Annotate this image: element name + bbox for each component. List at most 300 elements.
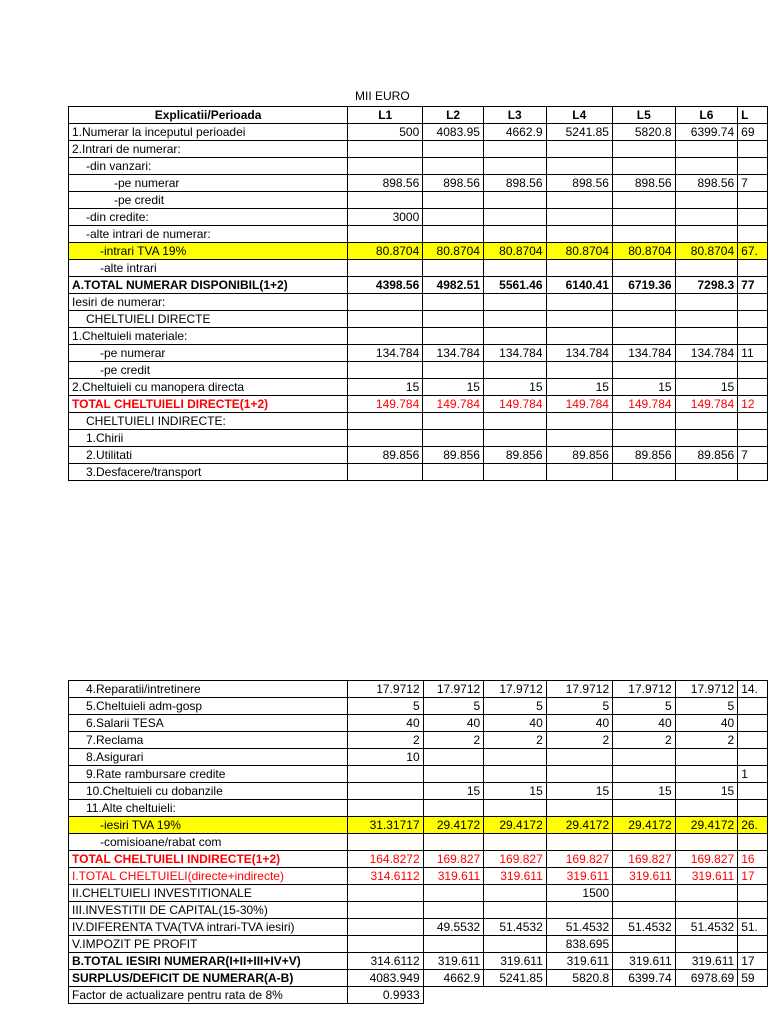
cell-l3: 89.856 <box>483 447 546 464</box>
cell-l2 <box>423 987 484 1004</box>
cell-l4 <box>546 800 612 817</box>
cell-l1 <box>348 328 423 345</box>
cell-l6 <box>675 328 738 345</box>
cell-l6: 169.827 <box>675 851 738 868</box>
cell-l7: 17 <box>738 868 768 885</box>
table-row <box>69 345 768 362</box>
cell-l2 <box>423 328 484 345</box>
cell-l5 <box>612 209 675 226</box>
cell-l6 <box>675 311 738 328</box>
cell-l5 <box>612 311 675 328</box>
cell-l3: 40 <box>484 715 547 732</box>
cell-l1 <box>348 885 423 902</box>
cell-l2: 319.611 <box>423 868 484 885</box>
cell-l5: 29.4172 <box>613 817 676 834</box>
cell-l2: 29.4172 <box>423 817 484 834</box>
row-label: V.IMPOZIT PE PROFIT <box>69 936 348 953</box>
cash-flow-table-bottom <box>68 680 768 1004</box>
table-row <box>69 970 768 987</box>
table-row <box>69 885 768 902</box>
table-row <box>69 192 768 209</box>
cell-l6: 15 <box>675 379 738 396</box>
cell-l5 <box>612 362 675 379</box>
cell-l1 <box>348 834 423 851</box>
table-row <box>69 834 768 851</box>
cell-l5 <box>612 226 675 243</box>
cell-l3 <box>483 192 546 209</box>
cell-l3 <box>484 902 547 919</box>
cell-l3 <box>484 936 547 953</box>
cell-l3: 5 <box>484 698 547 715</box>
cell-l5: 89.856 <box>612 447 675 464</box>
row-label: 7.Reclama <box>69 732 348 749</box>
cell-l1: 80.8704 <box>348 243 423 260</box>
cell-l6: 319.611 <box>675 953 738 970</box>
cell-l7: 11 <box>738 345 768 362</box>
cell-l1 <box>348 226 423 243</box>
cell-l7 <box>738 783 768 800</box>
cell-l1: 5 <box>348 698 423 715</box>
cell-l4: 5820.8 <box>546 970 612 987</box>
cell-l7 <box>738 987 768 1004</box>
cell-l7: 7 <box>738 175 768 192</box>
cell-l3: 80.8704 <box>483 243 546 260</box>
table-row <box>69 260 768 277</box>
cell-l6 <box>675 226 738 243</box>
cell-l4: 15 <box>546 379 612 396</box>
row-label: 11.Alte cheltuieli: <box>69 800 348 817</box>
row-label: 2.Cheltuieli cu manopera directa <box>69 379 348 396</box>
cell-l4 <box>546 141 612 158</box>
cell-l6 <box>675 766 738 783</box>
cell-l3 <box>484 766 547 783</box>
cell-l4 <box>546 430 612 447</box>
cell-l4 <box>546 749 612 766</box>
cell-l6: 40 <box>675 715 738 732</box>
cell-l4: 15 <box>546 783 612 800</box>
cell-l3: 2 <box>484 732 547 749</box>
cell-l7 <box>738 749 768 766</box>
cell-l4 <box>546 311 612 328</box>
table-row <box>69 430 768 447</box>
cell-l1 <box>348 311 423 328</box>
cell-l2: 15 <box>423 379 484 396</box>
cell-l1: 17.9712 <box>348 681 423 698</box>
cell-l5 <box>613 800 676 817</box>
cell-l5: 80.8704 <box>612 243 675 260</box>
cell-l7 <box>738 902 768 919</box>
cell-l7: 1 <box>738 766 768 783</box>
cell-l2: 319.611 <box>423 953 484 970</box>
cell-l5: 17.9712 <box>613 681 676 698</box>
unit-label: MII EURO <box>355 89 410 103</box>
cell-l5: 134.784 <box>612 345 675 362</box>
cell-l5: 5 <box>613 698 676 715</box>
cell-l2: 4982.51 <box>423 277 484 294</box>
cell-l6: 29.4172 <box>675 817 738 834</box>
table-row <box>69 919 768 936</box>
cell-l2 <box>423 749 484 766</box>
cell-l3 <box>483 209 546 226</box>
table-row <box>69 328 768 345</box>
row-label: I.TOTAL CHELTUIELI(directe+indirecte) <box>69 868 348 885</box>
cell-l1: 149.784 <box>348 396 423 413</box>
cell-l5 <box>612 413 675 430</box>
cell-l2 <box>423 192 484 209</box>
table-row <box>69 226 768 243</box>
cell-l3: 134.784 <box>483 345 546 362</box>
cell-l3 <box>484 749 547 766</box>
cell-l1: 89.856 <box>348 447 423 464</box>
table-row <box>69 413 768 430</box>
cell-l1: 3000 <box>348 209 423 226</box>
cell-l1: 2 <box>348 732 423 749</box>
cell-l4: 89.856 <box>546 447 612 464</box>
cell-l3: 5241.85 <box>484 970 547 987</box>
row-label: Iesiri de numerar: <box>69 294 348 311</box>
row-label: 4.Reparatii/intretinere <box>69 681 348 698</box>
cell-l1: 500 <box>348 124 423 141</box>
cell-l3: 898.56 <box>483 175 546 192</box>
table-row <box>69 715 768 732</box>
row-label: CHELTUIELI DIRECTE <box>69 311 348 328</box>
cell-l3: 4662.9 <box>483 124 546 141</box>
cell-l6: 319.611 <box>675 868 738 885</box>
row-label: 8.Asigurari <box>69 749 348 766</box>
cell-l3 <box>483 430 546 447</box>
cell-l7: 14. <box>738 681 768 698</box>
cell-l5: 51.4532 <box>613 919 676 936</box>
cell-l4: 80.8704 <box>546 243 612 260</box>
cell-l7: 17 <box>738 953 768 970</box>
cell-l3: 29.4172 <box>484 817 547 834</box>
cell-l2: 149.784 <box>423 396 484 413</box>
cell-l2 <box>423 413 484 430</box>
cell-l5 <box>612 260 675 277</box>
table-row <box>69 175 768 192</box>
cell-l3 <box>483 158 546 175</box>
cell-l4 <box>546 413 612 430</box>
cell-l7 <box>738 732 768 749</box>
cell-l3: 319.611 <box>484 953 547 970</box>
cell-l2 <box>423 260 484 277</box>
cell-l5: 2 <box>613 732 676 749</box>
cell-l2: 4083.95 <box>423 124 484 141</box>
cell-l3 <box>483 413 546 430</box>
cash-flow-table-top <box>68 106 768 481</box>
cell-l6 <box>675 413 738 430</box>
row-label: 3.Desfacere/transport <box>69 464 348 481</box>
cell-l6 <box>675 209 738 226</box>
cell-l1 <box>348 464 423 481</box>
cell-l5 <box>612 464 675 481</box>
cell-l7: 67. <box>738 243 768 260</box>
row-label: -intrari TVA 19% <box>69 243 348 260</box>
cell-l5 <box>612 192 675 209</box>
cell-l5 <box>613 987 676 1004</box>
cell-l6 <box>675 800 738 817</box>
table-row <box>69 953 768 970</box>
cell-l7 <box>738 226 768 243</box>
cell-l7: 12 <box>738 396 768 413</box>
cell-l4 <box>546 209 612 226</box>
cell-l4 <box>546 362 612 379</box>
cell-l5: 319.611 <box>613 953 676 970</box>
cell-l3: 169.827 <box>484 851 547 868</box>
row-label: A.TOTAL NUMERAR DISPONIBIL(1+2) <box>69 277 348 294</box>
cell-l7: 26. <box>738 817 768 834</box>
cell-l4: 29.4172 <box>546 817 612 834</box>
cell-l7 <box>738 294 768 311</box>
row-label: II.CHELTUIELI INVESTITIONALE <box>69 885 348 902</box>
cell-l7 <box>738 311 768 328</box>
row-label: SURPLUS/DEFICIT DE NUMERAR(A-B) <box>69 970 348 987</box>
cell-l2: 5 <box>423 698 484 715</box>
cell-l4: 17.9712 <box>546 681 612 698</box>
cell-l1: 31.31717 <box>348 817 423 834</box>
cell-l7 <box>738 260 768 277</box>
cell-l6: 898.56 <box>675 175 738 192</box>
cell-l1 <box>348 294 423 311</box>
cell-l5 <box>612 328 675 345</box>
header-l6: L6 <box>675 107 738 124</box>
cell-l6 <box>675 834 738 851</box>
table-row <box>69 124 768 141</box>
cell-l6 <box>675 749 738 766</box>
cell-l4: 134.784 <box>546 345 612 362</box>
cell-l7 <box>738 158 768 175</box>
table-body-top <box>69 124 768 481</box>
cell-l5: 40 <box>613 715 676 732</box>
row-label: 10.Cheltuieli cu dobanzile <box>69 783 348 800</box>
cell-l7 <box>738 141 768 158</box>
cell-l6: 7298.3 <box>675 277 738 294</box>
table-row <box>69 783 768 800</box>
row-label: -alte intrari de numerar: <box>69 226 348 243</box>
cell-l3 <box>483 311 546 328</box>
cell-l6 <box>675 158 738 175</box>
table-row <box>69 362 768 379</box>
cell-l2 <box>423 464 484 481</box>
cell-l1: 4083.949 <box>348 970 423 987</box>
table-row <box>69 902 768 919</box>
cell-l2 <box>423 362 484 379</box>
cell-l5 <box>613 936 676 953</box>
cell-l2: 2 <box>423 732 484 749</box>
table-row <box>69 732 768 749</box>
cell-l1: 0.9933 <box>348 987 423 1004</box>
cell-l2: 4662.9 <box>423 970 484 987</box>
cell-l1: 15 <box>348 379 423 396</box>
row-label: Factor de actualizare pentru rata de 8% <box>69 987 348 1004</box>
cell-l1: 40 <box>348 715 423 732</box>
cell-l5: 319.611 <box>613 868 676 885</box>
cell-l2 <box>423 834 484 851</box>
cell-l4 <box>546 328 612 345</box>
cell-l6: 2 <box>675 732 738 749</box>
table-row <box>69 936 768 953</box>
table-row <box>69 681 768 698</box>
cell-l7: 59 <box>738 970 768 987</box>
table-row <box>69 311 768 328</box>
cell-l2 <box>423 158 484 175</box>
row-label: -pe numerar <box>69 175 348 192</box>
cell-l1: 164.8272 <box>348 851 423 868</box>
row-label: -pe credit <box>69 362 348 379</box>
cell-l6 <box>675 885 738 902</box>
cell-l7: 69 <box>738 124 768 141</box>
cell-l3 <box>483 226 546 243</box>
cell-l7 <box>738 362 768 379</box>
cell-l3: 5561.46 <box>483 277 546 294</box>
table-row <box>69 987 768 1004</box>
cell-l5 <box>613 902 676 919</box>
table-body-bottom <box>69 681 768 1004</box>
cell-l3: 15 <box>483 379 546 396</box>
cell-l1 <box>348 800 423 817</box>
cell-l7 <box>738 715 768 732</box>
table-row <box>69 766 768 783</box>
cell-l6: 5 <box>675 698 738 715</box>
cell-l2: 15 <box>423 783 484 800</box>
row-label: 5.Cheltuieli adm-gosp <box>69 698 348 715</box>
cell-l7 <box>738 464 768 481</box>
cell-l6 <box>675 362 738 379</box>
cell-l3: 51.4532 <box>484 919 547 936</box>
cell-l6 <box>675 430 738 447</box>
header-l3: L3 <box>483 107 546 124</box>
row-label: -iesiri TVA 19% <box>69 817 348 834</box>
table-row <box>69 379 768 396</box>
cell-l3 <box>484 987 547 1004</box>
cell-l3 <box>483 260 546 277</box>
cell-l6: 17.9712 <box>675 681 738 698</box>
cell-l1 <box>348 260 423 277</box>
row-label: 1.Chirii <box>69 430 348 447</box>
cell-l6: 51.4532 <box>675 919 738 936</box>
cell-l7 <box>738 192 768 209</box>
cell-l5: 15 <box>613 783 676 800</box>
cell-l4: 40 <box>546 715 612 732</box>
cell-l6 <box>675 192 738 209</box>
cell-l4 <box>546 226 612 243</box>
row-label: B.TOTAL IESIRI NUMERAR(I+II+III+IV+V) <box>69 953 348 970</box>
header-l2: L2 <box>423 107 484 124</box>
cell-l7 <box>738 209 768 226</box>
table-row <box>69 851 768 868</box>
cell-l4: 6140.41 <box>546 277 612 294</box>
row-label: IV.DIFERENTA TVA(TVA intrari-TVA iesiri) <box>69 919 348 936</box>
header-row <box>69 107 768 124</box>
cell-l6 <box>675 902 738 919</box>
cell-l5: 169.827 <box>613 851 676 868</box>
cell-l1 <box>348 430 423 447</box>
cell-l1: 314.6112 <box>348 953 423 970</box>
row-label: 2.Intrari de numerar: <box>69 141 348 158</box>
cell-l7 <box>738 328 768 345</box>
cell-l4: 898.56 <box>546 175 612 192</box>
cell-l3: 15 <box>484 783 547 800</box>
cell-l4 <box>546 260 612 277</box>
cell-l4: 51.4532 <box>546 919 612 936</box>
cell-l7: 7 <box>738 447 768 464</box>
cell-l4: 1500 <box>546 885 612 902</box>
cell-l2 <box>423 209 484 226</box>
table-row <box>69 243 768 260</box>
cell-l3 <box>484 834 547 851</box>
cell-l4: 169.827 <box>546 851 612 868</box>
cell-l5: 5820.8 <box>612 124 675 141</box>
table-row <box>69 294 768 311</box>
cell-l6: 134.784 <box>675 345 738 362</box>
cell-l5: 898.56 <box>612 175 675 192</box>
row-label: 1.Numerar la inceputul perioadei <box>69 124 348 141</box>
cell-l5 <box>612 141 675 158</box>
cell-l1: 10 <box>348 749 423 766</box>
cell-l7 <box>738 698 768 715</box>
cell-l5 <box>612 294 675 311</box>
cell-l4 <box>546 464 612 481</box>
cell-l1 <box>348 413 423 430</box>
cell-l2 <box>423 226 484 243</box>
cell-l1 <box>348 936 423 953</box>
cell-l6 <box>675 260 738 277</box>
cell-l4 <box>546 192 612 209</box>
header-l4: L4 <box>546 107 612 124</box>
cell-l6: 80.8704 <box>675 243 738 260</box>
cell-l7: 51. <box>738 919 768 936</box>
cell-l4: 5 <box>546 698 612 715</box>
table-row <box>69 698 768 715</box>
cell-l5 <box>612 430 675 447</box>
row-label: 2.Utilitati <box>69 447 348 464</box>
cell-l2: 89.856 <box>423 447 484 464</box>
row-label: -comisioane/rabat com <box>69 834 348 851</box>
cell-l3: 17.9712 <box>484 681 547 698</box>
cell-l7 <box>738 379 768 396</box>
cell-l6: 15 <box>675 783 738 800</box>
cell-l2: 898.56 <box>423 175 484 192</box>
table-row <box>69 800 768 817</box>
cell-l3 <box>484 800 547 817</box>
cell-l6: 149.784 <box>675 396 738 413</box>
cell-l2 <box>423 766 484 783</box>
cell-l2: 169.827 <box>423 851 484 868</box>
cell-l5: 6719.36 <box>612 277 675 294</box>
table-row <box>69 817 768 834</box>
cell-l7: 77 <box>738 277 768 294</box>
cell-l5: 6399.74 <box>613 970 676 987</box>
cell-l2 <box>423 800 484 817</box>
cell-l1 <box>348 783 423 800</box>
row-label: CHELTUIELI INDIRECTE: <box>69 413 348 430</box>
cell-l6 <box>675 294 738 311</box>
row-label: 9.Rate rambursare credite <box>69 766 348 783</box>
row-label: -din vanzari: <box>69 158 348 175</box>
table-row <box>69 141 768 158</box>
cell-l7 <box>738 800 768 817</box>
cell-l4: 2 <box>546 732 612 749</box>
cell-l3: 149.784 <box>483 396 546 413</box>
cell-l2 <box>423 885 484 902</box>
row-label: III.INVESTITII DE CAPITAL(15-30%) <box>69 902 348 919</box>
row-label: TOTAL CHELTUIELI INDIRECTE(1+2) <box>69 851 348 868</box>
cell-l1 <box>348 192 423 209</box>
cell-l4: 149.784 <box>546 396 612 413</box>
cell-l5 <box>612 158 675 175</box>
row-label: 6.Salarii TESA <box>69 715 348 732</box>
table-row <box>69 464 768 481</box>
